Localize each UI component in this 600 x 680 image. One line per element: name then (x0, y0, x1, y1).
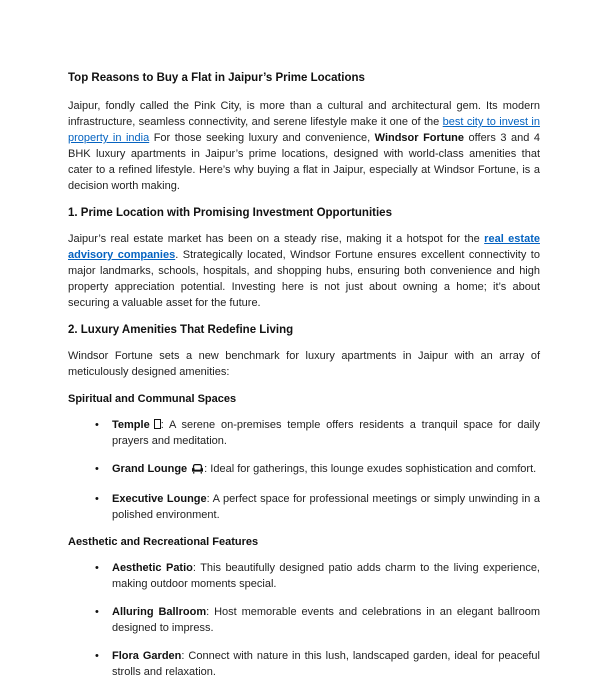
intro-text-1: Jaipur, fondly called the Pink City, is more than a cultural and architectural gem. Its modern infrastructure, seamless connectivity, and serene lifestyle make it one of the (68, 100, 540, 128)
section-1-text-1: Jaipur’s real estate market has been on a steady rise, making it a hotspot for the (68, 233, 485, 245)
missing-glyph-box-icon (154, 419, 161, 429)
amenity-label: Executive Lounge (112, 493, 207, 505)
section-1-text-2: . Strategically located, Windsor Fortune ensures excellent connectivity to major landmarks, schools, hospitals, and shopping hubs, ensuring both convenience and high property appreciation potential. Investing here is not just about owning a home; it’s about securing a valuable asset for the future. (68, 249, 540, 309)
list-item-grand-lounge (112, 461, 540, 479)
amenity-desc: : A serene on-premises temple offers residents a tranquil space for daily prayers and meditation. (112, 419, 540, 447)
amenity-label: Alluring Ballroom (112, 606, 207, 618)
list-item-flora-garden (112, 648, 540, 680)
amenity-desc: : A perfect space for professional meetings or simply unwinding in a polished environment. (112, 493, 540, 521)
link-best-city-to-invest[interactable]: best city to invest in property in india (68, 116, 540, 144)
intro-paragraph (68, 98, 540, 194)
list-item-executive-lounge (112, 491, 540, 523)
list-item-alluring-ballroom (112, 604, 540, 636)
amenity-label: Aesthetic Patio (112, 562, 193, 574)
amenity-desc: : This beautifully designed patio adds charm to the living experience, making outdoor moments special. (112, 562, 540, 590)
section-2-paragraph: Windsor Fortune sets a new benchmark for luxury apartments in Jaipur with an array of meticulously designed amenities: (68, 350, 540, 378)
amenity-label: Grand Lounge (112, 463, 188, 475)
brand-name-windsor-fortune: Windsor Fortune (374, 132, 465, 144)
amenity-desc: : Connect with nature in this lush, landscaped garden, ideal for peaceful strolls and relaxation. (112, 650, 540, 678)
section-2-heading: 2. Luxury Amenities That Redefine Living (68, 324, 294, 336)
link-real-estate-advisory[interactable]: real estate advisory companies (68, 233, 540, 261)
aesthetic-amenity-list (68, 560, 540, 680)
amenity-desc: : Ideal for gatherings, this lounge exudes sophistication and comfort. (204, 463, 537, 475)
section-1-paragraph (68, 231, 540, 311)
spiritual-amenity-list (68, 417, 540, 523)
amenity-label: Temple (112, 419, 150, 431)
intro-text-2: For those seeking luxury and convenience, (149, 132, 375, 144)
subheading-aesthetic-recreational: Aesthetic and Recreational Features (68, 536, 259, 548)
section-1-heading: 1. Prime Location with Promising Investment Opportunities (68, 207, 392, 219)
page-title: Top Reasons to Buy a Flat in Jaipur’s Prime Locations (68, 72, 365, 84)
amenity-desc: : Host memorable events and celebrations in an elegant ballroom designed to impress. (112, 606, 540, 634)
amenity-label: Flora Garden (112, 650, 182, 662)
couch-icon (191, 463, 204, 479)
list-item-temple (112, 417, 540, 449)
subheading-spiritual-communal: Spiritual and Communal Spaces (68, 393, 237, 405)
list-item-aesthetic-patio (112, 560, 540, 592)
intro-text-3: offers 3 and 4 BHK luxury apartments in Jaipur’s prime locations, designed with world-class amenities that cater to a refined lifestyle. Here’s why buying a flat in Jaipur, especially at Windsor Fortune, is a decision worth making. (68, 132, 540, 192)
